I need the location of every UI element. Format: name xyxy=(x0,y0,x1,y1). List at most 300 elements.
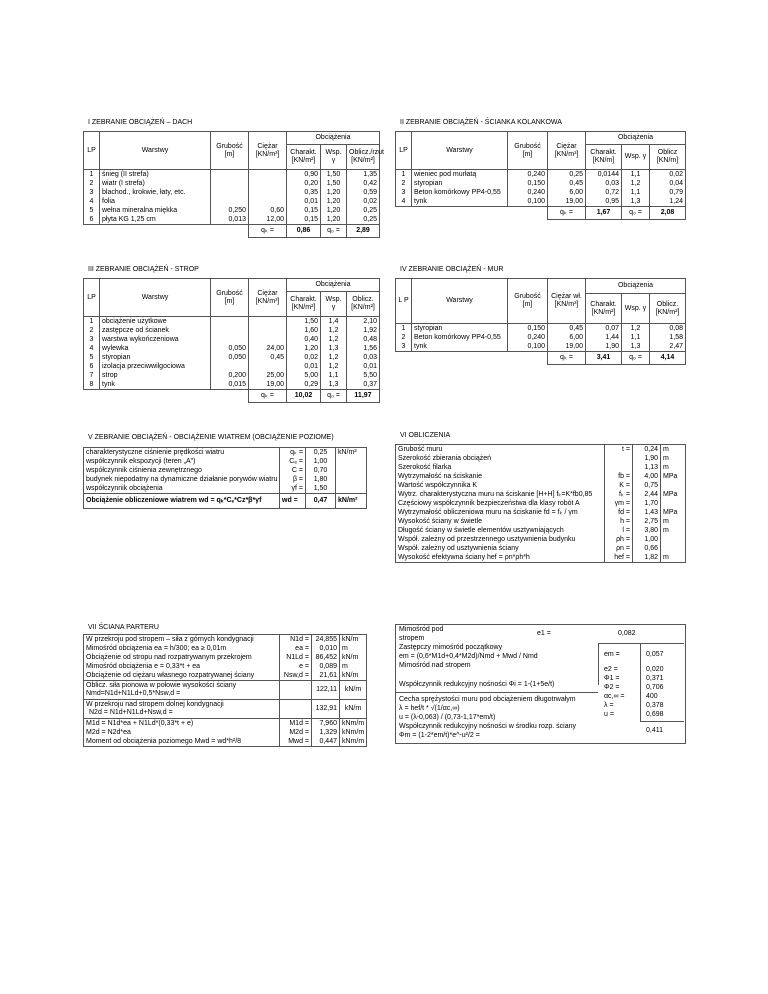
calc-row xyxy=(84,719,367,729)
row-factor: 1,2 xyxy=(321,326,347,335)
row-unit xyxy=(336,466,367,475)
row-description: W przekroju pod stropem – siła z górnych kondygnacji xyxy=(84,635,280,645)
calc-row xyxy=(396,553,686,563)
row-thickness xyxy=(211,317,249,327)
row-design: 0,08 xyxy=(650,324,686,334)
row-unit xyxy=(336,475,367,484)
row-factor: 1,3 xyxy=(622,197,650,207)
row-weight xyxy=(249,362,287,371)
row-lp: 3 xyxy=(396,188,412,197)
row-layer: tynk xyxy=(100,380,211,390)
row-symbol: qₖ = xyxy=(280,448,306,458)
row-value: 1,13 xyxy=(633,463,661,472)
row-thickness: 0,150 xyxy=(508,324,548,334)
row-description: Współ. zależny od przestrzennego usztywnienia budynku xyxy=(396,535,605,544)
row-unit xyxy=(336,484,367,494)
row-layer: zastępcze od ścianek xyxy=(100,326,211,335)
row-char: 0,02 xyxy=(287,353,321,362)
elasticity-label: Cecha sprężystości muru pod obciążeniem długotrwałym xyxy=(399,696,576,703)
wind-load-table xyxy=(83,447,367,509)
row-design: 0,02 xyxy=(650,170,686,180)
row-lp: 2 xyxy=(84,179,100,188)
row-factor: 1,20 xyxy=(321,188,347,197)
row-symbol: ea = xyxy=(280,644,312,653)
alpha-symbol: αc,∞ = xyxy=(604,693,625,700)
row-description: współczynnik obciążenia xyxy=(84,484,280,494)
row-layer: Beton komórkowy PP4-0,55 xyxy=(412,188,508,197)
col-lp: LP xyxy=(84,279,100,317)
row-layer: śnieg (II strefa) xyxy=(100,170,211,180)
layer-row xyxy=(396,188,686,197)
row-char: 1,50 xyxy=(287,317,321,327)
row-factor: 1,3 xyxy=(321,344,347,353)
ecc-replacement-label: Zastępczy mimośród początkowy xyxy=(399,644,503,651)
row-value: 7,960 xyxy=(312,719,340,729)
row-layer: wiatr (I strefa) xyxy=(100,179,211,188)
sum-label-q0: q₀ = xyxy=(622,352,650,365)
row-char: 0,07 xyxy=(586,324,622,334)
row-lp: 4 xyxy=(84,344,100,353)
row-layer: warstwa wykończeniowa xyxy=(100,335,211,344)
row-char: 1,20 xyxy=(287,344,321,353)
row-value: 0,447 xyxy=(312,737,340,747)
row-layer: tynk xyxy=(412,197,508,207)
row-layer: obciążenie użytkowe xyxy=(100,317,211,327)
row-thickness xyxy=(211,197,249,206)
sum-value-qk: 0,86 xyxy=(287,225,321,238)
row-description: budynek niepodatny na dynamiczne działanie porywów wiatru xyxy=(84,475,280,484)
calc-row xyxy=(84,728,367,737)
sum-value-qk: 3,41 xyxy=(586,352,622,365)
col-thickness: Grubość [m] xyxy=(211,132,249,170)
row-value: 86,452 xyxy=(312,653,340,662)
row-factor: 1,50 xyxy=(321,179,347,188)
row-design: 0,25 xyxy=(347,215,380,225)
calc-row xyxy=(84,653,367,662)
sum-value-qk: 10,02 xyxy=(287,390,321,403)
row-unit: kNm/m xyxy=(340,719,367,729)
row-char: 0,95 xyxy=(586,197,622,207)
col-weight: Ciężar wł. [KN/m³] xyxy=(548,279,586,324)
row-description: Wysokość ściany w świetle xyxy=(396,517,605,526)
row-thickness: 0,250 xyxy=(211,206,249,215)
phim-value: 0,411 xyxy=(646,727,663,734)
row-layer: blachod., krokwie, łaty, etc. xyxy=(100,188,211,197)
row-weight: 0,45 xyxy=(548,179,586,188)
knee-wall-load-table xyxy=(395,131,686,220)
row-char: 0,15 xyxy=(287,215,321,225)
col-design: Oblicz [KN/m] xyxy=(650,145,686,170)
row-factor: 1,20 xyxy=(321,215,347,225)
row-lp: 3 xyxy=(84,335,100,344)
col-thickness: Grubość [m] xyxy=(508,132,548,170)
row-value: 4,00 xyxy=(633,472,661,481)
row-symbol: h = xyxy=(605,517,633,526)
row-lp: 2 xyxy=(396,179,412,188)
row-description: Wytrz. charakterystyczna muru na ściskanie [H+H] fₖ=K*fb0,85 xyxy=(396,490,605,499)
layer-row xyxy=(396,170,686,180)
row-design: 0,02 xyxy=(347,197,380,206)
row-design: 0,37 xyxy=(347,380,380,390)
row-symbol: Mwd = xyxy=(280,737,312,747)
force-mid-label: Oblicz. siła pionowa w połowie wysokości ściany xyxy=(86,682,237,689)
row-description: Obciążenie od stropu nad rozpatrywanym przekrojem xyxy=(84,653,280,662)
row-description: Mimośród obciążenia ea = h/300; ea ≥ 0,01m xyxy=(84,644,280,653)
row-symbol: β = xyxy=(280,475,306,484)
row-layer: styropian xyxy=(100,353,211,362)
row-weight xyxy=(249,317,287,327)
row-layer: folia xyxy=(100,197,211,206)
row-factor: 1,1 xyxy=(622,188,650,197)
row-lp: 5 xyxy=(84,353,100,362)
col-design: Oblicz. [KN/m²] xyxy=(347,292,380,317)
layer-row xyxy=(396,197,686,207)
row-value: 2,75 xyxy=(633,517,661,526)
row-unit: MPa xyxy=(661,508,686,517)
row-lp: 7 xyxy=(84,371,100,380)
row-value: 1,329 xyxy=(312,728,340,737)
row-weight: 0,45 xyxy=(548,324,586,334)
phim-formula: Φm = (1-2*em/t)*e^-u²/2 = xyxy=(399,732,480,739)
row-symbol: N1Ld = xyxy=(280,653,312,662)
force-low-unit: kN/m xyxy=(340,700,367,719)
col-factor: Wsp. γ xyxy=(622,294,650,324)
sum-label-q0: q₀ = xyxy=(321,390,347,403)
row-weight xyxy=(249,179,287,188)
row-thickness xyxy=(211,326,249,335)
row-unit: m xyxy=(340,662,367,671)
row-weight xyxy=(249,326,287,335)
row-symbol: ρn = xyxy=(605,544,633,553)
calculations-table xyxy=(395,444,686,563)
row-value: 0,25 xyxy=(306,448,336,458)
row-description: Wartość współczynnika K xyxy=(396,481,605,490)
calc-row xyxy=(84,635,367,645)
row-symbol: hef = xyxy=(605,553,633,563)
row-value: 0,75 xyxy=(633,481,661,490)
alpha-value: 400 xyxy=(646,693,658,700)
phim-label: Współczynnik redukcyjny nośności w środku rozp. ściany xyxy=(399,723,577,730)
row-unit: m xyxy=(661,517,686,526)
row-design: 1,56 xyxy=(347,344,380,353)
row-description: Współ. zależny od usztywnienia ściany xyxy=(396,544,605,553)
row-unit xyxy=(661,535,686,544)
row-thickness xyxy=(211,362,249,371)
row-symbol: γm = xyxy=(605,499,633,508)
row-thickness: 0,200 xyxy=(211,371,249,380)
row-char: 0,0144 xyxy=(586,170,622,180)
row-value: 1,70 xyxy=(633,499,661,508)
row-char: 0,15 xyxy=(287,206,321,215)
calc-row xyxy=(396,517,686,526)
row-design: 5,50 xyxy=(347,371,380,380)
row-layer: tynk xyxy=(412,342,508,352)
phi2-symbol: Φ2 = xyxy=(604,684,620,691)
col-layers: Warstwy xyxy=(100,279,211,317)
row-value: 3,80 xyxy=(633,526,661,535)
sum-label-q0: q₀ = xyxy=(321,225,347,238)
layer-row xyxy=(84,170,380,180)
row-factor: 1,3 xyxy=(321,380,347,390)
row-weight: 25,00 xyxy=(249,371,287,380)
row-lp: 1 xyxy=(396,170,412,180)
row-thickness xyxy=(211,188,249,197)
row-weight: 0,45 xyxy=(249,353,287,362)
row-description: Obciążenie od ciężaru własnego rozpatrywanej ściany xyxy=(84,671,280,681)
layer-row xyxy=(84,362,380,371)
calc-row xyxy=(396,445,686,455)
force-low-value: 132,91 xyxy=(312,700,340,719)
row-lp: 3 xyxy=(84,188,100,197)
row-unit: m xyxy=(661,454,686,463)
row-description: Moment od obciążenia poziomego Mwd = wd*h²/8 xyxy=(84,737,280,747)
ecc-label-1: Mimośród pod xyxy=(399,626,444,633)
section-title-knee-wall: II ZEBRANIE OBCIĄŻEŃ - ŚCIANKA KOLANKOWA xyxy=(400,119,562,126)
row-value: 0,089 xyxy=(312,662,340,671)
row-symbol: C = xyxy=(280,466,306,475)
ecc-replacement-formula: em = (0,6*M1d+0,4*M2d)/Nmd + Mwd / Nmd xyxy=(399,653,538,660)
ecc-e1-value: 0,082 xyxy=(618,630,636,637)
row-description: Wytrzymałość na ściskanie xyxy=(396,472,605,481)
em-symbol: em = xyxy=(604,651,620,658)
lambda-value: 0,378 xyxy=(646,702,664,709)
row-weight: 6,00 xyxy=(548,188,586,197)
row-value: 1,00 xyxy=(633,535,661,544)
row-value: 1,90 xyxy=(633,454,661,463)
col-lp: L P xyxy=(396,279,412,324)
row-value: 24,855 xyxy=(312,635,340,645)
row-design: 0,01 xyxy=(347,362,380,371)
col-lp: LP xyxy=(84,132,100,170)
sum-label-q0: q₀ = xyxy=(622,207,650,220)
col-factor: Wsp. γ xyxy=(622,145,650,170)
calc-row xyxy=(84,671,367,681)
row-symbol: t = xyxy=(605,445,633,455)
ecc-label-2: stropem xyxy=(399,635,425,642)
row-factor: 1,2 xyxy=(321,362,347,371)
row-unit xyxy=(661,544,686,553)
row-symbol: fb = xyxy=(605,472,633,481)
row-thickness: 0,050 xyxy=(211,353,249,362)
row-design: 1,24 xyxy=(650,197,686,207)
row-thickness: 0,013 xyxy=(211,215,249,225)
row-factor: 1,3 xyxy=(622,342,650,352)
section-title-roof: I ZEBRANIE OBCIĄŻEŃ – DACH xyxy=(88,119,193,126)
row-value: 1,82 xyxy=(633,553,661,563)
phi-label: Współczynnik redukcyjny nośności Φi = 1-(1+5e/t) xyxy=(399,681,555,688)
row-description: M1d = N1d*ea + N1Ld*(0,33*t + e) xyxy=(84,719,280,729)
row-thickness xyxy=(211,179,249,188)
row-description: Wytrzymałość obliczeniowa muru na ściskanie fd = fₖ / γm xyxy=(396,508,605,517)
row-lp: 3 xyxy=(396,342,412,352)
row-unit: kNm/m xyxy=(340,728,367,737)
col-layers: Warstwy xyxy=(412,132,508,170)
section-title-ceiling: III ZEBRANIE OBCIĄŻEŃ - STROP xyxy=(88,266,199,273)
roof-load-table xyxy=(83,131,385,238)
calc-row xyxy=(84,484,367,494)
sum-label-qk: qₖ = xyxy=(249,390,287,403)
sum-label-qk: qₖ = xyxy=(249,225,287,238)
row-symbol: l = xyxy=(605,526,633,535)
layer-row xyxy=(396,179,686,188)
row-char: 0,40 xyxy=(287,335,321,344)
row-char: 0,01 xyxy=(287,197,321,206)
col-loads: Obciążenia xyxy=(586,279,686,294)
row-lp: 6 xyxy=(84,362,100,371)
row-value: 1,43 xyxy=(633,508,661,517)
row-factor: 1,1 xyxy=(622,170,650,180)
layer-row xyxy=(396,324,686,334)
calc-row xyxy=(396,499,686,508)
calc-row xyxy=(84,466,367,475)
row-unit: m xyxy=(661,463,686,472)
row-factor: 1,2 xyxy=(321,335,347,344)
row-design: 0,03 xyxy=(347,353,380,362)
layer-row xyxy=(84,344,380,353)
row-description: M2d = N2d*ea xyxy=(84,728,280,737)
row-weight: 19,00 xyxy=(548,342,586,352)
lambda-formula: λ = hef/t * √(1/αc,∞) xyxy=(399,705,460,712)
row-factor: 1,2 xyxy=(622,179,650,188)
calc-row xyxy=(84,737,367,747)
row-factor: 1,4 xyxy=(321,317,347,327)
row-thickness: 0,100 xyxy=(508,197,548,207)
row-design: 0,04 xyxy=(650,179,686,188)
layer-row xyxy=(84,326,380,335)
row-lp: 1 xyxy=(84,317,100,327)
row-symbol: M1d = xyxy=(280,719,312,729)
row-char: 0,01 xyxy=(287,362,321,371)
row-symbol: fₖ = xyxy=(605,490,633,499)
row-lp: 5 xyxy=(84,206,100,215)
row-weight xyxy=(249,197,287,206)
row-thickness xyxy=(211,335,249,344)
row-layer: płyta KG 1,25 cm xyxy=(100,215,211,225)
col-layers: Warstwy xyxy=(412,279,508,324)
row-design: 1,58 xyxy=(650,333,686,342)
row-value: 2,44 xyxy=(633,490,661,499)
row-description: Długość ściany w świetle elementów usztywniających xyxy=(396,526,605,535)
force-mid-unit: kN/m xyxy=(340,681,367,700)
row-unit: m xyxy=(661,526,686,535)
row-factor: 1,1 xyxy=(622,333,650,342)
row-unit: kN/m² xyxy=(336,448,367,458)
calc-row xyxy=(396,490,686,499)
row-weight: 12,00 xyxy=(249,215,287,225)
sum-value-q0: 2,08 xyxy=(650,207,686,220)
row-factor: 1,20 xyxy=(321,206,347,215)
row-thickness xyxy=(211,170,249,180)
row-thickness: 0,100 xyxy=(508,342,548,352)
wall-load-table xyxy=(395,278,686,365)
sum-value-q0: 2,89 xyxy=(347,225,380,238)
row-char: 1,44 xyxy=(586,333,622,342)
wind-total-unit: kN/m² xyxy=(336,494,367,509)
row-lp: 1 xyxy=(396,324,412,334)
row-design: 2,10 xyxy=(347,317,380,327)
sum-label-qk: qₖ = xyxy=(548,207,586,220)
col-char: Charakt. [KN/m²] xyxy=(287,292,321,317)
row-unit: MPa xyxy=(661,472,686,481)
row-value: 0,66 xyxy=(633,544,661,553)
row-value: 1,00 xyxy=(306,457,336,466)
row-description: współczynnik ciśnienia zewnętrznego xyxy=(84,466,280,475)
row-symbol: e = xyxy=(280,662,312,671)
section-title-calculations: VI OBLICZENIA xyxy=(400,432,451,439)
calc-row xyxy=(396,454,686,463)
calc-row xyxy=(396,526,686,535)
row-weight: 0,60 xyxy=(249,206,287,215)
row-description: Wysokość efektywna ściany hef = ρn*ρh*h xyxy=(396,553,605,563)
row-value: 0,010 xyxy=(312,644,340,653)
row-description: współczynnik ekspozycji (teren „A") xyxy=(84,457,280,466)
col-thickness: Grubość [m] xyxy=(211,279,249,317)
phi1-value: 0,371 xyxy=(646,675,664,682)
row-value: 0,70 xyxy=(306,466,336,475)
row-layer: styropian xyxy=(412,179,508,188)
col-loads: Obciążenia xyxy=(287,279,380,292)
row-weight xyxy=(249,188,287,197)
row-layer: styropian xyxy=(412,324,508,334)
row-symbol: M2d = xyxy=(280,728,312,737)
col-loads: Obciążenia xyxy=(287,132,380,145)
ecc-e1-symbol: e1 = xyxy=(537,630,551,637)
em-value: 0,057 xyxy=(646,651,664,658)
row-weight: 0,25 xyxy=(548,170,586,180)
row-unit: MPa xyxy=(661,490,686,499)
row-description: Szerokość zbierania obciążeń xyxy=(396,454,605,463)
row-description: Szerokość filarka xyxy=(396,463,605,472)
row-unit: m xyxy=(340,644,367,653)
row-char: 1,60 xyxy=(287,326,321,335)
section-title-wall: IV ZEBRANIE OBCIĄŻEŃ - MUR xyxy=(400,266,504,273)
row-lp: 2 xyxy=(396,333,412,342)
row-char: 5,00 xyxy=(287,371,321,380)
sum-value-q0: 11,97 xyxy=(347,390,380,403)
row-layer: Beton komórkowy PP4-0,55 xyxy=(412,333,508,342)
row-design: 1,92 xyxy=(347,326,380,335)
col-lp: LP xyxy=(396,132,412,170)
force-mid-formula: Nmd=N1d+N1Ld+0,5*Nsw,d = xyxy=(86,690,181,697)
u-value: 0,698 xyxy=(646,711,664,718)
row-weight: 19,00 xyxy=(548,197,586,207)
row-weight: 24,00 xyxy=(249,344,287,353)
ground-wall-table xyxy=(83,634,367,747)
wind-total-symbol: wd = xyxy=(280,494,306,509)
col-design: Oblicz./rzut [KN/m²] xyxy=(347,145,380,170)
row-char: 0,35 xyxy=(287,188,321,197)
layer-row xyxy=(84,188,380,197)
col-weight: Ciężar [KN/m³] xyxy=(249,279,287,317)
row-unit xyxy=(336,457,367,466)
row-thickness: 0,240 xyxy=(508,170,548,180)
row-unit: kN/m xyxy=(340,671,367,681)
calc-row xyxy=(396,535,686,544)
row-char: 0,72 xyxy=(586,188,622,197)
layer-row xyxy=(84,179,380,188)
sum-label-qk: qₖ = xyxy=(548,352,586,365)
row-unit: m xyxy=(661,553,686,563)
row-layer: wylewka xyxy=(100,344,211,353)
row-thickness: 0,240 xyxy=(508,188,548,197)
row-weight xyxy=(249,335,287,344)
col-layers: Warstwy xyxy=(100,132,211,170)
row-design: 0,79 xyxy=(650,188,686,197)
wind-total-label: Obciążenie obliczeniowe wiatrem wd = qₖ*Cₑ*Cz*β*γf xyxy=(84,494,280,509)
row-lp: 4 xyxy=(84,197,100,206)
row-factor: 1,20 xyxy=(321,197,347,206)
layer-row xyxy=(84,197,380,206)
